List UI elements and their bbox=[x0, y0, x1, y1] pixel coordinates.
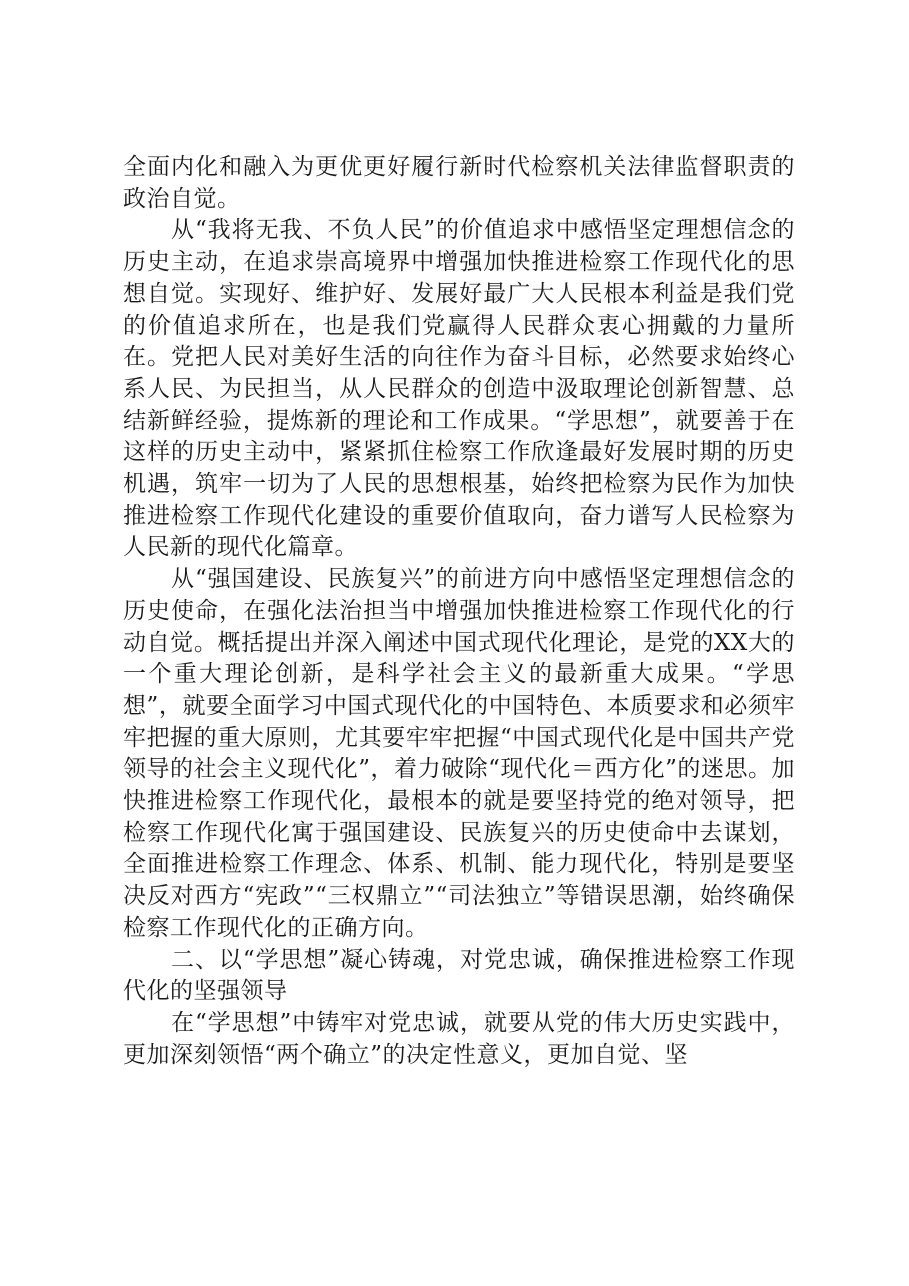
paragraph-national-rejuvenation: 从“强国建设、民族复兴”的前进方向中感悟坚定理想信念的历史使命，在强化法治担当中增强加快推进检察工作现代化的行动自觉。概括提出并深入阐述中国式现代化理论，是党的XX大的一个重大理论创新，是科学社会主义的最新重大成果。“学思想”，就要全面学习中国式现代化的中国特色、本质要求和必须牢牢把握的重大原则，尤其要牢牢把握“中国式现代化是中国共产党领导的社会主义现代化”，着力破除“现代化＝西方化”的迷思。加快推进检察工作现代化，最根本的就是要坚持党的绝对领导，把检察工作现代化寓于强国建设、民族复兴的历史使命中去谋划，全面推进检察工作理念、体系、机制、能力现代化，特别是要坚决反对西方“宪政”“三权鼎立”“司法独立”等错误思潮，始终确保检察工作现代化的正确方向。 bbox=[123, 566, 795, 941]
paragraph-continuation: 全面内化和融入为更优更好履行新时代检察机关法律监督职责的政治自觉。 bbox=[123, 154, 795, 212]
section-heading-two: 二、以“学思想”凝心铸魂，对党忠诚，确保推进检察工作现代化的坚强领导 bbox=[123, 946, 795, 1005]
paragraph-loyalty: 在“学思想”中铸牢对党忠诚，就要从党的伟大历史实践中，更加深刻领悟“两个确立”的决定性意义，更加自觉、坚 bbox=[123, 1009, 795, 1068]
document-page bbox=[123, 152, 795, 1071]
paragraph-people-value: 从“我将无我、不负人民”的价值追求中感悟坚定理想信念的历史主动，在追求崇高境界中增强加快推进检察工作现代化的思想自觉。实现好、维护好、发展好最广大人民根本利益是我们党的价值追求所在，也是我们党赢得人民群众衷心拥戴的力量所在。党把人民对美好生活的向往作为奋斗目标，必然要求始终心系人民、为民担当，从人民群众的创造中汲取理论创新智慧、总结新鲜经验，提炼新的理论和工作成果。“学思想”，就要善于在这样的历史主动中，紧紧抓住检察工作欣逢最好发展时期的历史机遇，筑牢一切为了人民的思想根基，始终把检察为民作为加快推进检察工作现代化建设的重要价值取向，奋力谱写人民检察为人民新的现代化篇章。 bbox=[123, 217, 795, 561]
